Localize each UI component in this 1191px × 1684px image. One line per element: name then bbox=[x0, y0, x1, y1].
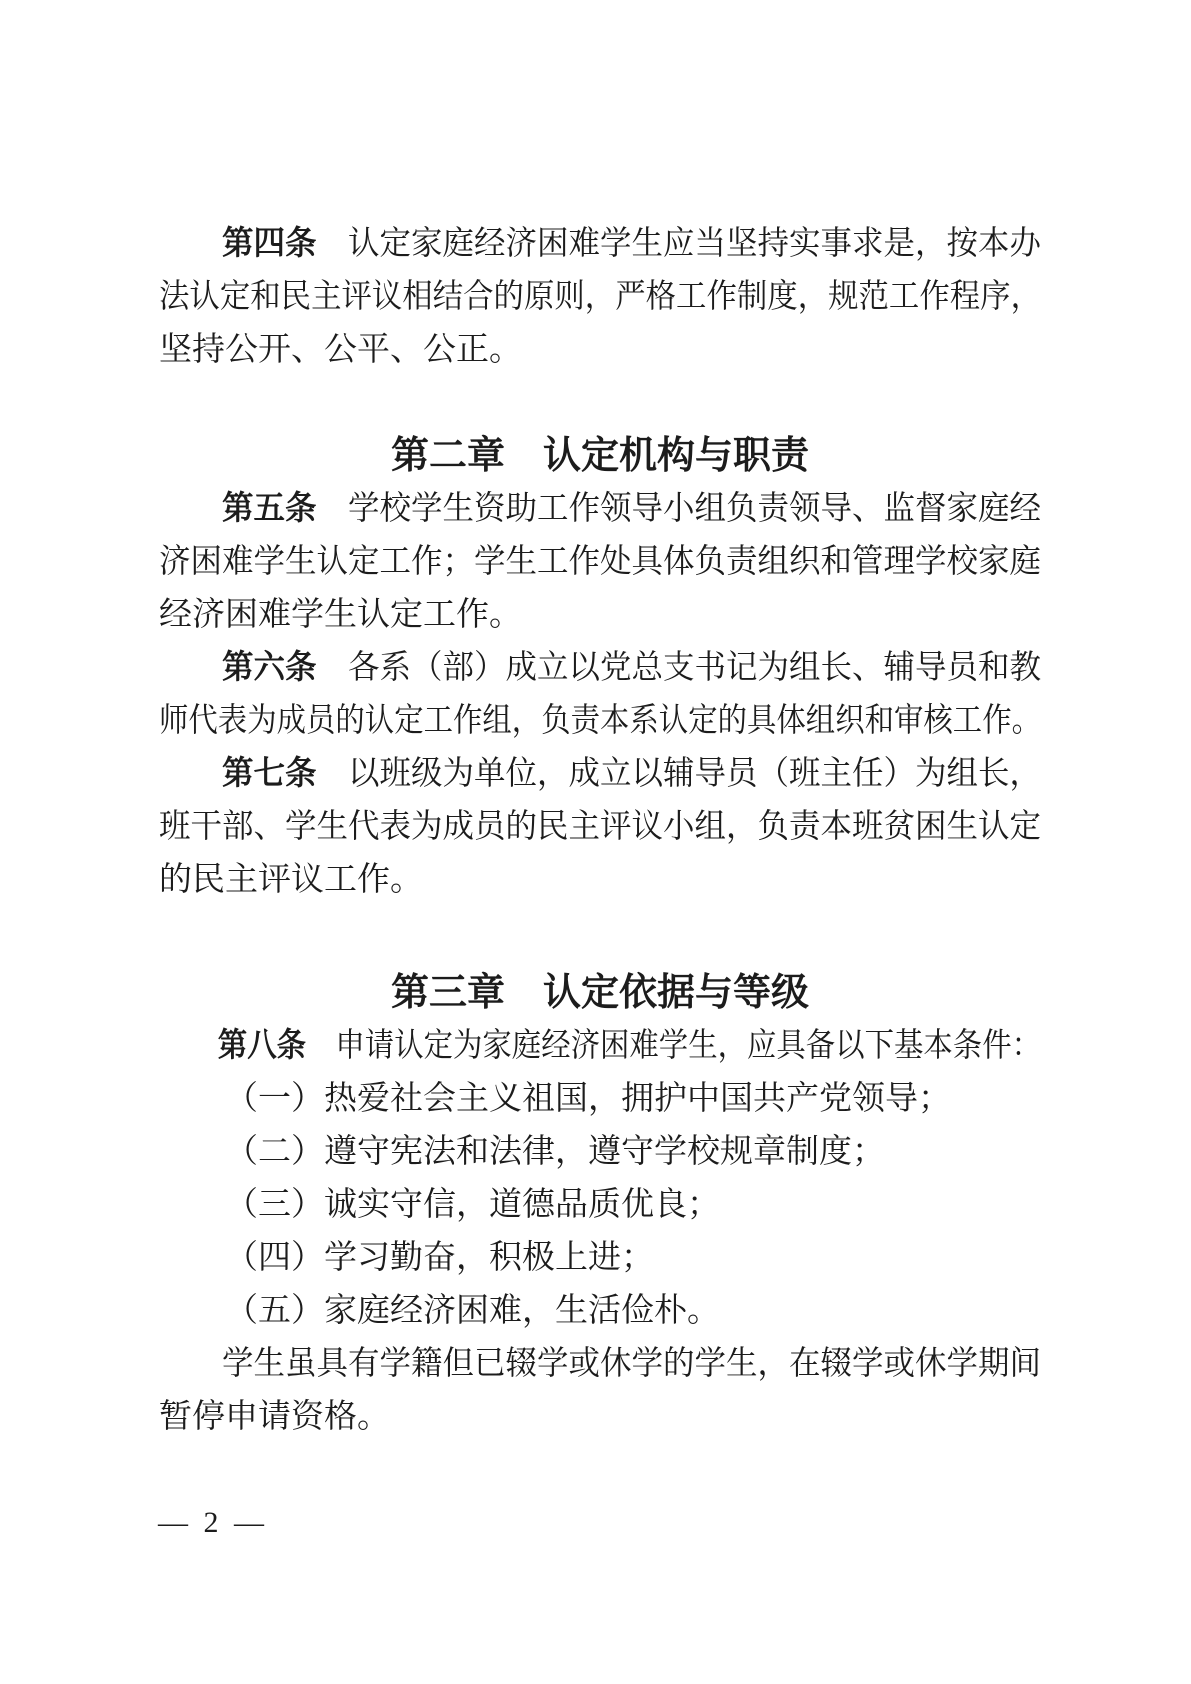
article-6 bbox=[159, 642, 1041, 748]
text-line bbox=[159, 483, 1041, 536]
chapter-3-title: 认定依据与等级 bbox=[543, 972, 810, 1014]
article-8-note-line-1: 学生虽具有学籍但已辍学或休学的学生，在辍学或休学期间 bbox=[222, 1346, 1041, 1382]
chapter-3-label: 第三章 bbox=[390, 972, 505, 1014]
condition-item-5: （五）家庭经济困难，生活俭朴。 bbox=[225, 1293, 720, 1329]
text-line bbox=[159, 218, 1041, 271]
article-5 bbox=[159, 483, 1041, 642]
article-6-line-2: 师代表为成员的认定工作组，负责本系认定的具体组织和审核工作。 bbox=[159, 703, 1041, 739]
text-line bbox=[159, 1179, 1041, 1232]
article-5-line-1: 学校学生资助工作领导小组负责领导、监督家庭经 bbox=[348, 491, 1041, 527]
document-body bbox=[159, 0, 1041, 1444]
chapter-2-label: 第二章 bbox=[390, 435, 505, 477]
article-8-line-1: 申请认定为家庭经济困难学生，应具备以下基本条件： bbox=[335, 1028, 1041, 1064]
text-line bbox=[159, 1391, 1041, 1444]
text-line bbox=[159, 801, 1041, 854]
article-5-label: 第五条 bbox=[222, 491, 317, 527]
article-7-line-1: 以班级为单位，成立以辅导员（班主任）为组长， bbox=[348, 756, 1041, 792]
article-5-line-2: 济困难学生认定工作；学生工作处具体负责组织和管理学校家庭 bbox=[159, 544, 1041, 580]
article-4-line-3: 坚持公开、公平、公正。 bbox=[159, 332, 522, 368]
text-line bbox=[159, 324, 1041, 377]
article-4 bbox=[159, 218, 1041, 377]
article-7-line-2: 班干部、学生代表为成员的民主评议小组，负责本班贫困生认定 bbox=[159, 809, 1041, 845]
text-line bbox=[159, 536, 1041, 589]
article-7-label: 第七条 bbox=[222, 756, 317, 792]
text-line bbox=[159, 642, 1041, 695]
article-6-label: 第六条 bbox=[222, 650, 317, 686]
article-8-note-line-2: 暂停申请资格。 bbox=[159, 1399, 390, 1435]
article-5-line-3: 经济困难学生认定工作。 bbox=[159, 597, 522, 633]
text-line bbox=[159, 1073, 1041, 1126]
chapter-2-title: 认定机构与职责 bbox=[543, 435, 810, 477]
condition-item-4: （四）学习勤奋，积极上进； bbox=[225, 1240, 654, 1276]
article-4-line-2: 法认定和民主评议相结合的原则，严格工作制度，规范工作程序， bbox=[159, 279, 1041, 315]
condition-item-2: （二）遵守宪法和法律，遵守学校规章制度； bbox=[225, 1134, 885, 1170]
text-line bbox=[159, 589, 1041, 642]
article-7-line-3: 的民主评议工作。 bbox=[159, 862, 423, 898]
chapter-2-heading bbox=[159, 430, 1041, 483]
article-6-line-1: 各系（部）成立以党总支书记为组长、辅导员和教 bbox=[348, 650, 1041, 686]
chapter-3-heading bbox=[159, 967, 1041, 1020]
condition-item-3: （三）诚实守信，道德品质优良； bbox=[225, 1187, 720, 1223]
text-line bbox=[159, 271, 1041, 324]
text-line bbox=[159, 1338, 1041, 1391]
page-number: — 2 — bbox=[158, 1506, 268, 1539]
text-line bbox=[159, 1232, 1041, 1285]
text-line bbox=[159, 1126, 1041, 1179]
text-line bbox=[159, 695, 1041, 748]
article-4-label: 第四条 bbox=[222, 226, 317, 262]
article-7 bbox=[159, 748, 1041, 907]
text-line bbox=[159, 1020, 1041, 1073]
text-line bbox=[159, 1285, 1041, 1338]
article-8 bbox=[159, 1020, 1041, 1444]
article-4-line-1: 认定家庭经济困难学生应当坚持实事求是，按本办 bbox=[348, 226, 1041, 262]
article-8-label: 第八条 bbox=[217, 1028, 306, 1064]
text-line bbox=[159, 854, 1041, 907]
condition-item-1: （一）热爱社会主义祖国，拥护中国共产党领导； bbox=[225, 1081, 951, 1117]
text-line bbox=[159, 748, 1041, 801]
